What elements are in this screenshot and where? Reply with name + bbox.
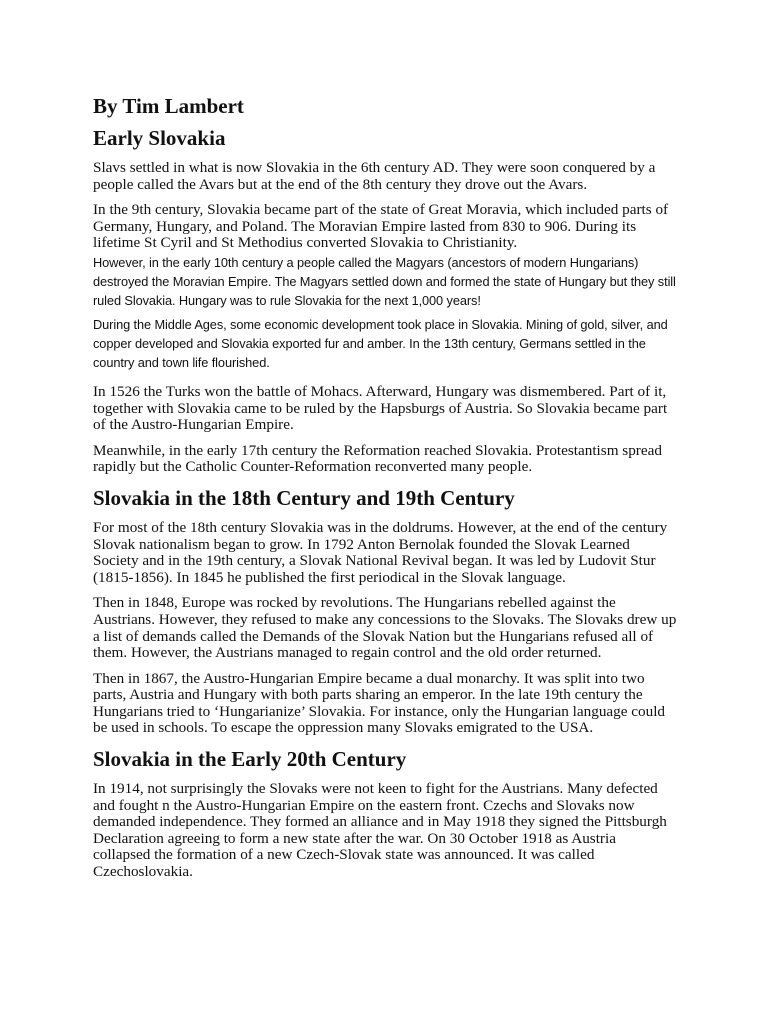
paragraph: In 1526 the Turks won the battle of Mohacs. Afterward, Hungary was dismembered. Part of it, together with Slovakia came to be ruled by the Hapsburgs of Austria. So Slovakia became part of the Austro-Hungarian Empire. <box>93 382 668 434</box>
paragraph: In 1914, not surprisingly the Slovaks were not keen to fight for the Austrians. Many defected and fought n the Austro-Hungarian Empire on the eastern front. Czechs and Slovaks now demanded independence. They formed an alliance and in May 1918 they signed the Pittsburgh Declaration agreeing to form a new state after the war. On 30 October 1918 as Austria collapsed the formation of a new Czech-Slovak state was announced. It was called Czechoslovakia. <box>93 780 667 881</box>
section-heading-early-slovakia: Early Slovakia <box>93 126 226 150</box>
paragraph: However, in the early 10th century a people called the Magyars (ancestors of modern Hungarians) destroyed the Moravian Empire. The Magyars settled down and formed the state of Hungary but they still ruled Slovakia. Hungary was to rule Slovakia for the next 1,000 years! <box>93 254 676 308</box>
paragraph: During the Middle Ages, some economic development took place in Slovakia. Mining of gold, silver, and copper developed and Slovakia exported fur and amber. In the 13th century, Germans settled in the country and town life flourished. <box>93 316 668 370</box>
author-byline: By Tim Lambert <box>93 94 244 118</box>
section-heading-early-20th-century: Slovakia in the Early 20th Century <box>93 747 407 772</box>
document-page <box>93 93 677 890</box>
paragraph: In the 9th century, Slovakia became part of the state of Great Moravia, which included parts of Germany, Hungary, and Poland. The Moravian Empire lasted from 830 to 906. During its lifetime St Cyril and St Methodius converted Slovakia to Christianity. <box>93 201 669 252</box>
section-heading-18th-19th-century: Slovakia in the 18th Century and 19th Century <box>93 485 515 510</box>
paragraph: Then in 1848, Europe was rocked by revolutions. The Hungarians rebelled against the Austrians. However, they refused to make any concessions to the Slovaks. The Slovaks drew up a list of demands called the Demands of the Slovak Nation but the Hungarians refused all of them. However, the Austrians managed to regain control and the old order returned. <box>93 594 677 662</box>
paragraph: Slavs settled in what is now Slovakia in the 6th century AD. They were soon conquered by a people called the Avars but at the end of the 8th century they drove out the Avars. <box>93 159 656 193</box>
paragraph: For most of the 18th century Slovakia was in the doldrums. However, at the end of the century Slovak nationalism began to grow. In 1792 Anton Bernolak founded the Slovak Learned Society and in the 19th century, a Slovak National Revival began. It was led by Ludovit Stur (1815-1856). In 1845 he published the first periodical in the Slovak language. <box>93 518 668 586</box>
paragraph: Meanwhile, in the early 17th century the Reformation reached Slovakia. Protestantism spread rapidly but the Catholic Counter-Reformation reconverted many people. <box>93 441 662 476</box>
paragraph: Then in 1867, the Austro-Hungarian Empire became a dual monarchy. It was split into two parts, Austria and Hungary with both parts sharing an emperor. In the late 19th century the Hungarians tried to ‘Hungarianize’ Slovakia. For instance, only the Hungarian language could be used in schools. To escape the oppression many Slovaks emigrated to the USA. <box>93 669 666 737</box>
